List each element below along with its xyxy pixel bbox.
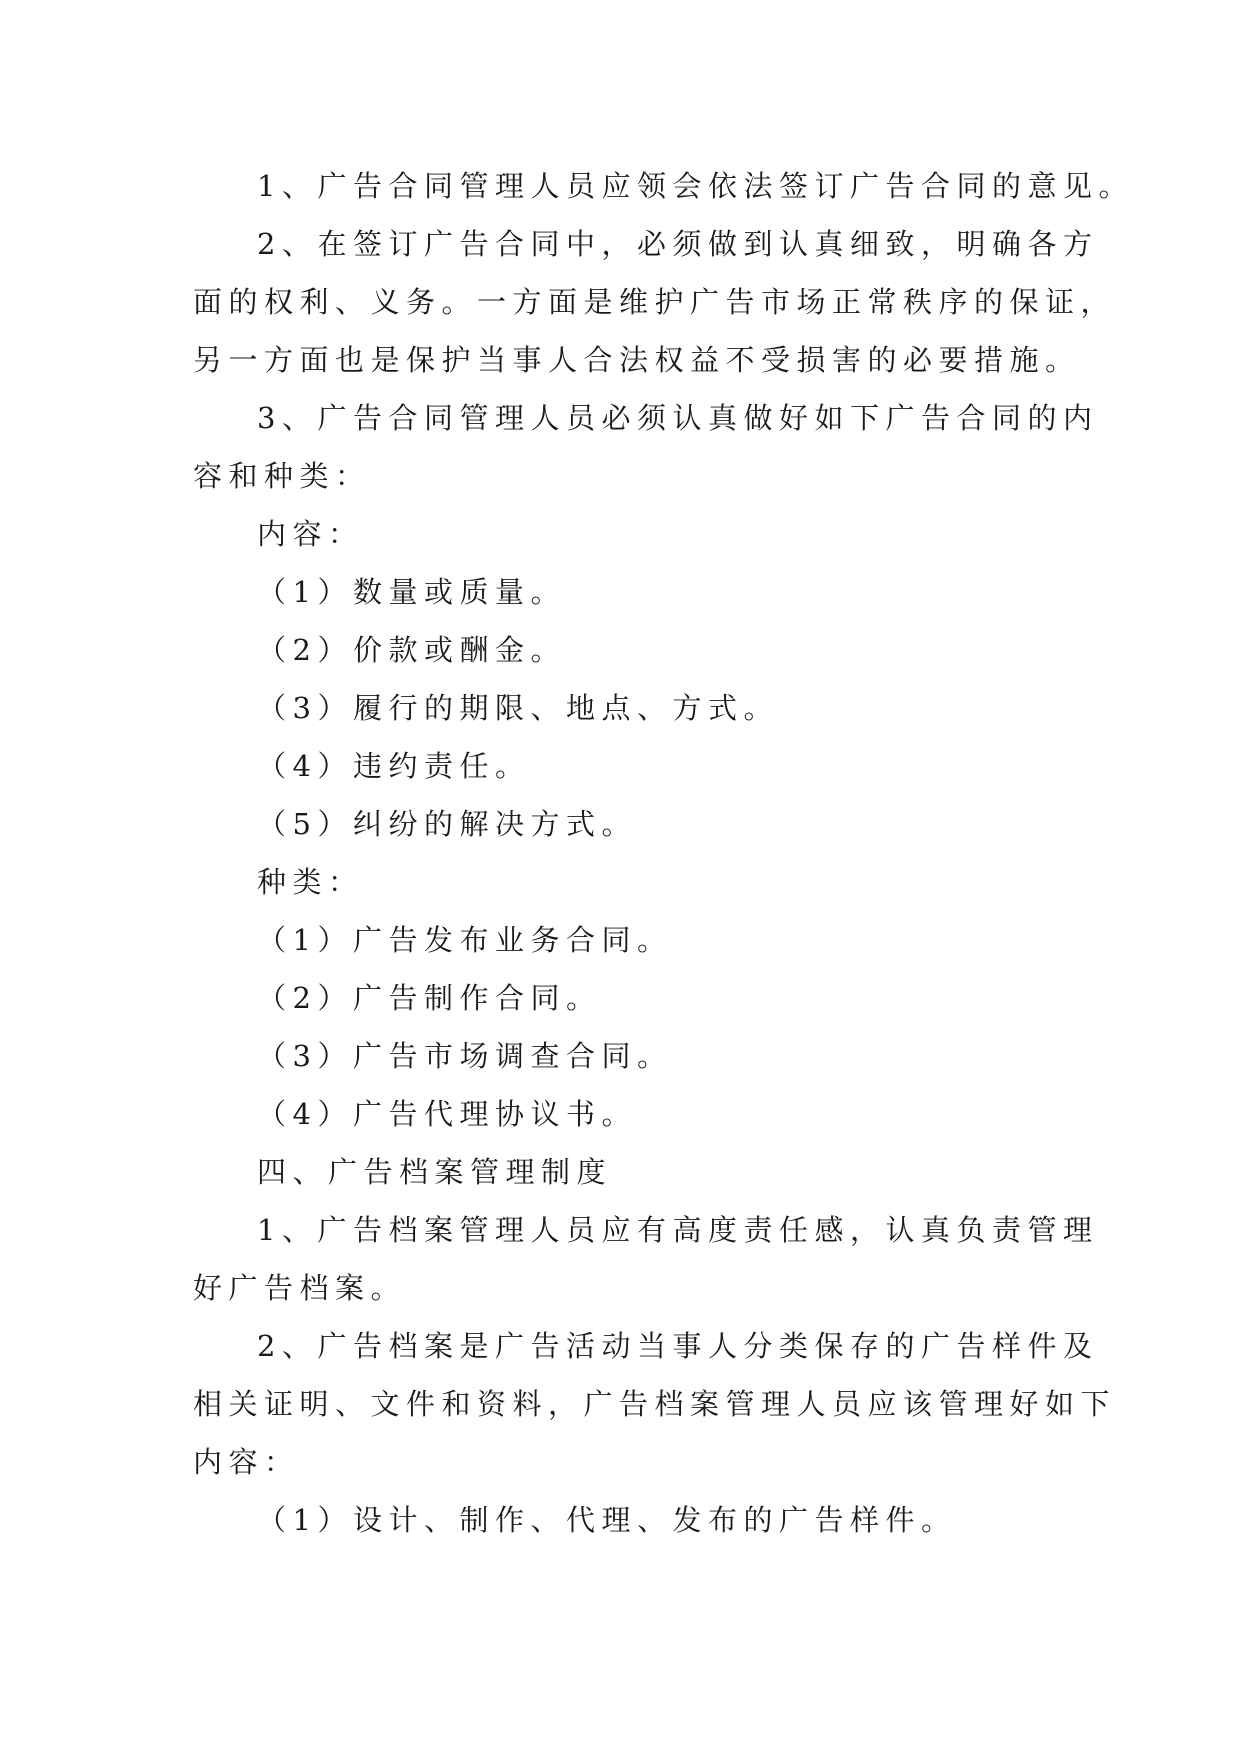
paragraph-line: 2、在签订广告合同中，必须做到认真细致，明确各方 <box>257 227 1099 261</box>
list-item: （1）广告发布业务合同。 <box>257 923 673 957</box>
section-label: 种类： <box>257 865 364 899</box>
paragraph-line: 另一方面也是保护当事人合法权益不受损害的必要措施。 <box>193 343 1081 377</box>
paragraph-line: 1、广告档案管理人员应有高度责任感，认真负责管理 <box>257 1213 1099 1247</box>
paragraph-line: 好广告档案。 <box>193 1271 407 1305</box>
list-item: （1）设计、制作、代理、发布的广告样件。 <box>257 1503 957 1537</box>
paragraph-line: 面的权利、义务。一方面是维护广告市场正常秩序的保证， <box>193 285 1117 319</box>
paragraph-line: 3、广告合同管理人员必须认真做好如下广告合同的内 <box>257 401 1099 435</box>
paragraph-line: 1、广告合同管理人员应领会依法签订广告合同的意见。 <box>257 169 1134 203</box>
paragraph-line: 2、广告档案是广告活动当事人分类保存的广告样件及 <box>257 1329 1099 1363</box>
list-item: （5）纠纷的解决方式。 <box>257 807 637 841</box>
list-item: （3）履行的期限、地点、方式。 <box>257 691 779 725</box>
list-item: （4）违约责任。 <box>257 749 531 783</box>
list-item: （3）广告市场调查合同。 <box>257 1039 673 1073</box>
paragraph-line: 内容： <box>193 1445 300 1479</box>
paragraph-line: 相关证明、文件和资料，广告档案管理人员应该管理好如下 <box>193 1387 1117 1421</box>
section-heading: 四、广告档案管理制度 <box>257 1155 613 1189</box>
paragraph-line: 容和种类： <box>193 459 371 493</box>
list-item: （1）数量或质量。 <box>257 575 566 609</box>
list-item: （2）广告制作合同。 <box>257 981 602 1015</box>
list-item: （2）价款或酬金。 <box>257 633 566 667</box>
list-item: （4）广告代理协议书。 <box>257 1097 637 1131</box>
section-label: 内容： <box>257 517 364 551</box>
